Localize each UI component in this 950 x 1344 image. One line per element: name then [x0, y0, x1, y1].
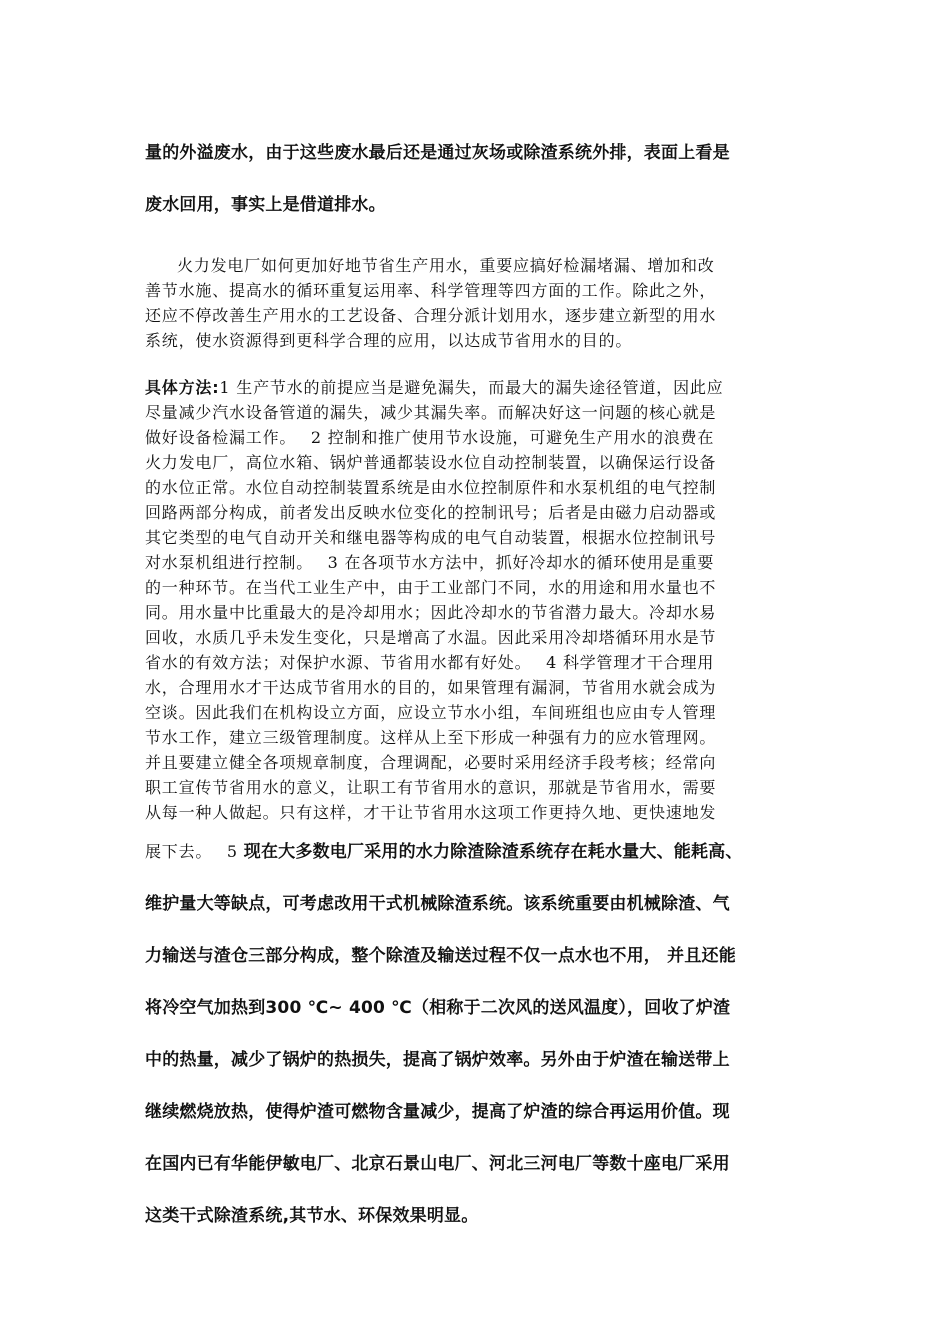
body-text-line: 量的外溢废水，由于这些废水最后还是通过灰场或除渣系统外排，表面上看是	[145, 143, 730, 163]
body-text-line: 节水工作，建立三级管理制度。这样从上至下形成一种强有力的应水管理网。	[145, 728, 717, 747]
body-text-line: 对水泵机组进行控制。 3 在各项节水方法中，抓好冷却水的循环使用是重要	[145, 553, 715, 572]
body-text-line: 这类干式除渣系统,其节水、环保效果明显。	[145, 1206, 479, 1226]
body-text: 展下去。 5	[145, 842, 244, 861]
body-text-line: 职工宣传节省用水的意义，让职工有节省用水的意识，那就是节省用水，需要	[145, 778, 717, 797]
body-text-line: 回收，水质几乎未发生变化，只是增高了水温。因此采用冷却塔循环用水是节	[145, 628, 717, 647]
body-text-line: 系统，使水资源得到更科学合理的应用，以达成节省用水的目的。	[145, 331, 633, 350]
body-text-line: 并且要建立健全各项规章制度，合理调配，必要时采用经济手段考核；经常向	[145, 753, 717, 772]
body-text: 1 生产节水的前提应当是避免漏失，而最大的漏失途径管道，因此应	[219, 378, 724, 397]
body-text-line	[145, 375, 723, 398]
body-text-line: 的水位正常。水位自动控制装置系统是由水位控制原件和水泵机组的电气控制	[145, 478, 717, 497]
body-text-line: 中的热量，减少了锅炉的热损失，提高了锅炉效率。另外由于炉渣在输送带上	[145, 1050, 730, 1070]
body-text-line: 火力发电厂如何更加好地节省生产用水，重要应搞好检漏堵漏、增加和改	[177, 256, 715, 275]
body-text-line: 维护量大等缺点，可考虑改用干式机械除渣系统。该系统重要由机械除渣、气	[145, 894, 730, 914]
body-text-line	[145, 837, 743, 862]
body-text-line: 力输送与渣仓三部分构成，整个除渣及输送过程不仅一点水也不用， 并且还能	[145, 946, 736, 966]
body-text-line: 水，合理用水才干达成节省用水的目的，如果管理有漏洞，节省用水就会成为	[145, 678, 717, 697]
body-text-line: 空谈。因此我们在机构设立方面，应设立节水小组，车间班组也应由专人管理	[145, 703, 717, 722]
section-label: 具体方法:	[145, 378, 220, 397]
body-text-line: 省水的有效方法；对保护水源、节省用水都有好处。 4 科学管理才干合理用	[145, 653, 715, 672]
body-text-line: 在国内已有华能伊敏电厂、北京石景山电厂、河北三河电厂等数十座电厂采用	[145, 1154, 730, 1174]
body-text-line: 尽量减少汽水设备管道的漏失，减少其漏失率。而解决好这一问题的核心就是	[145, 403, 717, 422]
body-text: 现在大多数电厂采用的水力除渣除渣系统存在耗水量大、能耗高、	[243, 842, 743, 862]
body-text-line: 做好设备检漏工作。 2 控制和推广使用节水设施，可避免生产用水的浪费在	[145, 428, 715, 447]
body-text-line: 回路两部分构成，前者发出反映水位变化的控制讯号；后者是由磁力启动器或	[145, 503, 717, 522]
body-text-line: 从每一种人做起。只有这样，才干让节省用水这项工作更持久地、更快速地发	[145, 803, 717, 822]
body-text-line: 善节水施、提高水的循环重复运用率、科学管理等四方面的工作。除此之外，	[145, 281, 717, 300]
body-text-line: 将冷空气加热到300 ℃~ 400 ℃（相称于二次风的送风温度），回收了炉渣	[145, 998, 731, 1018]
body-text-line: 继续燃烧放热，使得炉渣可燃物含量减少，提高了炉渣的综合再运用价值。现	[145, 1102, 730, 1122]
body-text-line: 废水回用，事实上是借道排水。	[145, 195, 386, 215]
body-text-line: 同。用水量中比重最大的是冷却用水；因此冷却水的节省潜力最大。冷却水易	[145, 603, 717, 622]
body-text-line: 还应不停改善生产用水的工艺设备、合理分派计划用水，逐步建立新型的用水	[145, 306, 717, 325]
body-text-line: 其它类型的电气自动开关和继电器等构成的电气自动装置，根据水位控制讯号	[145, 528, 717, 547]
body-text-line: 的一种环节。在当代工业生产中，由于工业部门不同，水的用途和用水量也不	[145, 578, 717, 597]
body-text-line: 火力发电厂，高位水箱、锅炉普通都装设水位自动控制装置，以确保运行设备	[145, 453, 717, 472]
